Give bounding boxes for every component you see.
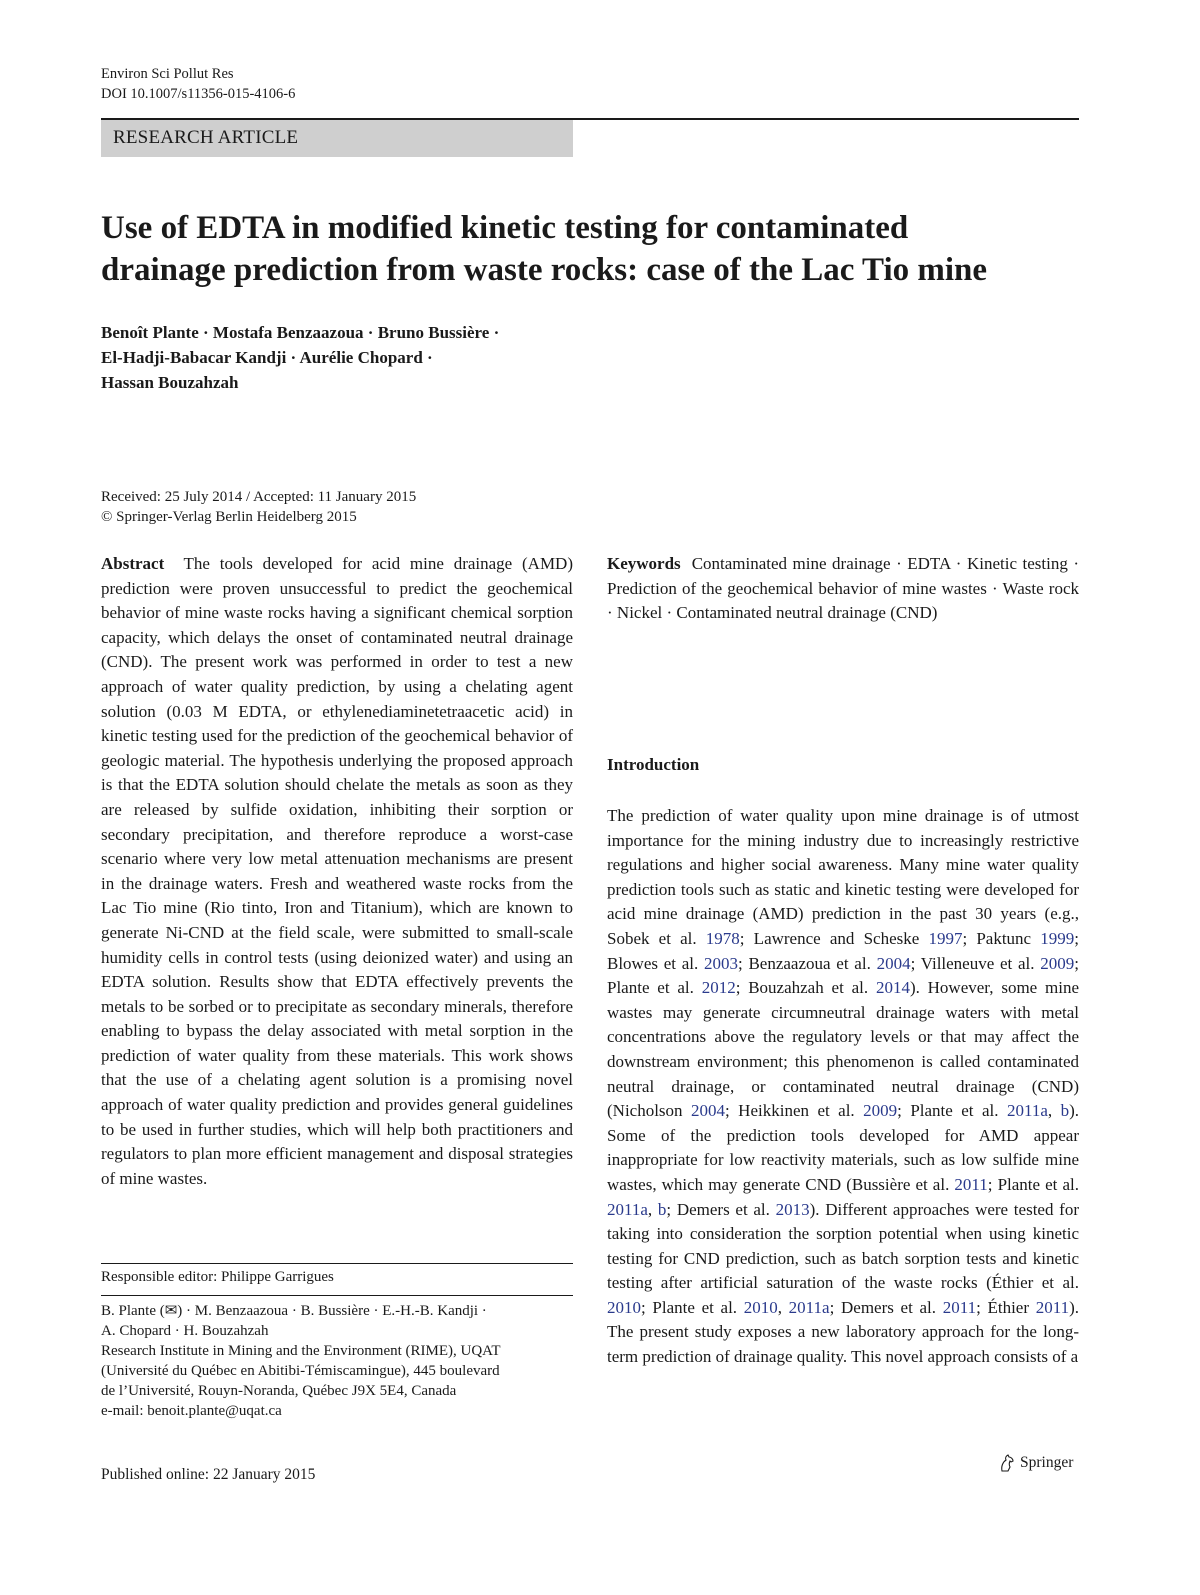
intro-text: , bbox=[1047, 1101, 1061, 1121]
intro-text: ; Plante et al. bbox=[987, 1174, 1079, 1194]
citation-link[interactable]: 1978 bbox=[705, 928, 740, 948]
footnote-rule bbox=[101, 1263, 573, 1264]
intro-text: The prediction of water quality upon mine drainage is of utmost importance for the mining industry due to increasingly restrictive regulations and higher social awareness. Many mine water quality prediction tools such as static and kinetic testing were developed for acid mine drainage (AMD) prediction in the past 30 years (e.g., Sobek et al. bbox=[607, 806, 1079, 948]
citation-link[interactable]: b bbox=[1060, 1101, 1070, 1121]
citation-link[interactable]: 2011 bbox=[1035, 1297, 1070, 1317]
affil-line: Research Institute in Mining and the Environment (RIME), UQAT bbox=[101, 1343, 501, 1359]
doi[interactable]: DOI 10.1007/s11356-015-4106-6 bbox=[101, 86, 296, 102]
introduction-heading: Introduction bbox=[607, 755, 700, 774]
published-online: Published online: 22 January 2015 bbox=[101, 1466, 316, 1483]
intro-text: ; Plante et al. bbox=[641, 1297, 744, 1317]
intro-text: ; Lawrence and Scheske bbox=[739, 928, 929, 948]
keywords-label: Keywords bbox=[607, 554, 681, 573]
journal-name: Environ Sci Pollut Res bbox=[101, 66, 234, 82]
intro-text: ; Plante et al. bbox=[607, 953, 1079, 998]
intro-text: ; Blowes et al. bbox=[607, 928, 1079, 973]
intro-text: , bbox=[777, 1297, 789, 1317]
keywords-text: Contaminated mine drainage · EDTA · Kinetic testing · Prediction of the geochemical behavior of mine wastes · Waste rock · Nickel · Contaminated neutral drainage (CND) bbox=[607, 554, 1079, 623]
citation-link[interactable]: 2010 bbox=[607, 1297, 641, 1317]
introduction-body bbox=[607, 804, 1079, 1370]
keywords bbox=[607, 552, 1079, 626]
intro-text: ; Villeneuve et al. bbox=[910, 953, 1041, 973]
author-list bbox=[101, 320, 701, 395]
intro-text: ; Demers et al. bbox=[829, 1297, 943, 1317]
citation-link[interactable]: 2003 bbox=[704, 953, 738, 973]
citation-link[interactable]: 1999 bbox=[1040, 928, 1075, 948]
intro-text: ; Heikkinen et al. bbox=[725, 1101, 864, 1121]
publisher-logo bbox=[998, 1453, 1073, 1473]
author-affiliation bbox=[101, 1301, 573, 1421]
journal-header bbox=[101, 64, 295, 104]
affil-line: B. Plante (✉) · M. Benzaazoua · B. Bussière · E.-H.-B. Kandji · bbox=[101, 1303, 487, 1319]
copyright: © Springer-Verlag Berlin Heidelberg 2015 bbox=[101, 509, 357, 525]
intro-text: ; Benzaazoua et al. bbox=[738, 953, 877, 973]
citation-link[interactable]: 2012 bbox=[701, 978, 736, 998]
citation-link[interactable]: 2004 bbox=[876, 953, 911, 973]
intro-text: ; Plante et al. bbox=[897, 1101, 1007, 1121]
abstract bbox=[101, 552, 573, 1191]
title-line: Use of EDTA in modified kinetic testing for contaminated bbox=[101, 210, 909, 246]
author-line: Hassan Bouzahzah bbox=[101, 373, 239, 392]
citation-link[interactable]: 2011 bbox=[954, 1174, 988, 1194]
citation-link[interactable]: 2004 bbox=[691, 1101, 725, 1121]
citation-link[interactable]: 2013 bbox=[775, 1199, 810, 1219]
title-line: drainage prediction from waste rocks: case of the Lac Tio mine bbox=[101, 252, 988, 288]
responsible-editor: Responsible editor: Philippe Garrigues bbox=[101, 1269, 334, 1285]
citation-link[interactable]: 1997 bbox=[928, 928, 963, 948]
citation-link[interactable]: 2011a bbox=[1006, 1101, 1048, 1121]
citation-link[interactable]: 2009 bbox=[1040, 953, 1075, 973]
email[interactable]: e-mail: benoit.plante@uqat.ca bbox=[101, 1403, 282, 1419]
article-type: RESEARCH ARTICLE bbox=[113, 127, 299, 148]
author-line: El-Hadji-Babacar Kandji · Aurélie Chopard · bbox=[101, 348, 433, 367]
citation-link[interactable]: 2011a bbox=[788, 1297, 830, 1317]
intro-text: ). The present study exposes a new laboratory approach for the long-term prediction of drainage quality. This novel approach consists of a bbox=[607, 1297, 1079, 1367]
citation-link[interactable]: 2010 bbox=[743, 1297, 778, 1317]
citation-link[interactable]: 2011 bbox=[942, 1297, 977, 1317]
intro-text: ). Different approaches were tested for taking into consideration the sorption potential when using kinetic testing for CND prediction, such as batch sorption tests and kinetic testing after artificial saturation of the waste rocks (Éthier et al. bbox=[607, 1199, 1079, 1293]
affil-line: A. Chopard · H. Bouzahzah bbox=[101, 1323, 269, 1339]
intro-text: ). However, some mine wastes may generate circumneutral drainage waters with metal concentrations above the regulatory levels or that may affect the downstream environment; this phenomenon is called contaminated neutral drainage, or contaminated neutral drainage (CND) (Nicholson bbox=[607, 978, 1080, 1121]
publisher-name: Springer bbox=[1020, 1454, 1074, 1471]
citation-link[interactable]: 2014 bbox=[875, 978, 910, 998]
intro-text: ; Paktunc bbox=[962, 928, 1041, 948]
intro-text: , bbox=[647, 1199, 658, 1219]
article-type-band bbox=[101, 120, 573, 157]
abstract-label: Abstract bbox=[101, 554, 165, 573]
paper-title bbox=[101, 207, 1091, 291]
intro-text: ; Bouzahzah et al. bbox=[735, 978, 876, 998]
intro-text: ; Éthier bbox=[976, 1297, 1036, 1317]
abstract-text: The tools developed for acid mine drainage (AMD) prediction were proven unsuccessful to predict the geochemical behavior of mine waste rocks having a significant chemical sorption capacity, which delays the onset of contaminated neutral drainage (CND). The present work was performed in order to test a new approach of water quality prediction, by using a chelating agent solution (0.03 M EDTA, or ethylenediaminetetraacetic acid) in kinetic testing used for the prediction of the geochemical behavior of geologic material. The hypothesis underlying the proposed approach is that the EDTA solution should chelate the metals as soon as they are released by sulfide oxidation, inhibiting their sorption or secondary precipitation, and therefore reproduce a worst-case scenario where very low metal attenuation mechanisms are present in the drainage waters. Fresh and weathered waste rocks from the Lac Tio mine (Rio tinto, Iron and Titanium), which are known to generate Ni-CND at the field scale, were submitted to small-scale humidity cells in control tests (using deionized water) and using an EDTA solution. Results show that EDTA effectively prevents the metals to be sorbed or to precipitate as secondary minerals, therefore enabling to bypass the delay associated with metal sorption in the prediction of water quality from these materials. This work shows that the use of a chelating agent solution is a promising novel approach of water quality prediction and provides general guidelines to be used in further studies, which will help both practitioners and regulators to plan more efficient management and disposal strategies of mine wastes. bbox=[101, 554, 573, 1188]
author-line: Benoît Plante · Mostafa Benzaazoua · Bruno Bussière · bbox=[101, 323, 500, 342]
article-dates bbox=[101, 487, 416, 527]
citation-link[interactable]: b bbox=[657, 1199, 667, 1219]
affil-line: (Université du Québec en Abitibi-Témiscamingue), 445 boulevard bbox=[101, 1363, 500, 1379]
intro-text: ; Demers et al. bbox=[666, 1199, 776, 1219]
received-accepted: Received: 25 July 2014 / Accepted: 11 January 2015 bbox=[101, 489, 417, 505]
affil-line: de l’Université, Rouyn-Noranda, Québec J9X 5E4, Canada bbox=[101, 1383, 457, 1399]
springer-horse-icon bbox=[998, 1453, 1016, 1473]
footnote-rule bbox=[101, 1295, 573, 1296]
citation-link[interactable]: 2009 bbox=[863, 1101, 898, 1121]
citation-link[interactable]: 2011a bbox=[607, 1199, 648, 1219]
intro-text: ). Some of the prediction tools developed for AMD appear inappropriate for low reactivity materials, such as low sulfide mine wastes, which may generate CND (Bussière et al. bbox=[607, 1101, 1079, 1194]
